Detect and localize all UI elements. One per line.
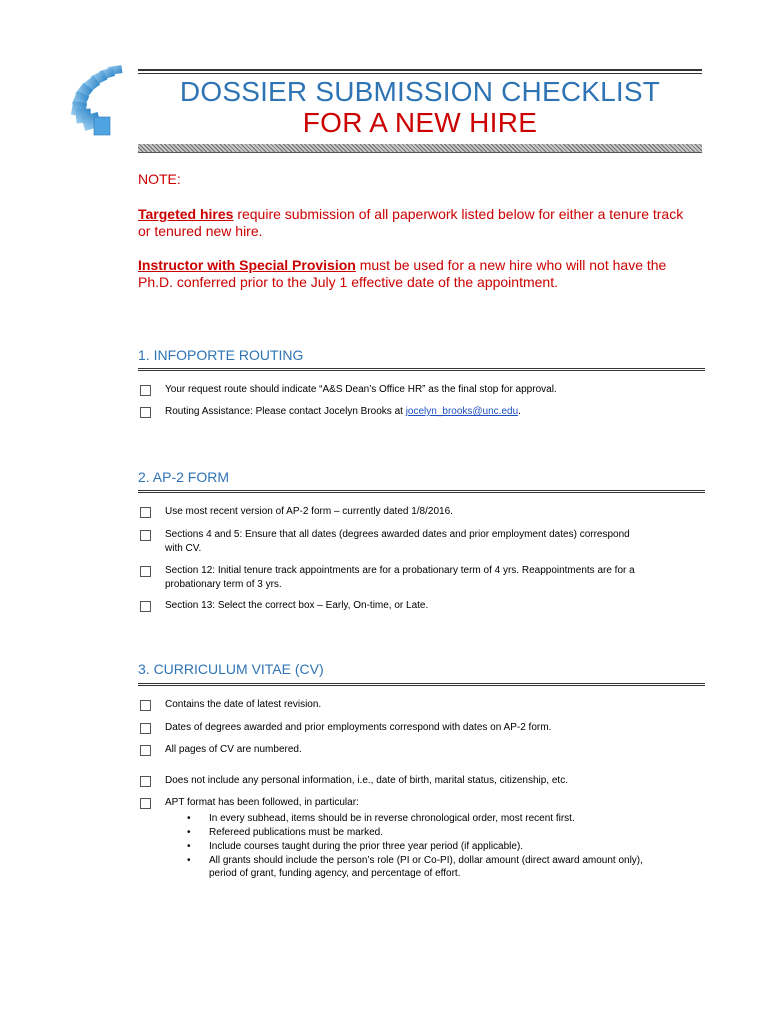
top-rule <box>138 69 702 71</box>
checkbox[interactable] <box>140 507 151 518</box>
checkbox[interactable] <box>140 776 151 787</box>
checkbox[interactable] <box>140 566 151 577</box>
checkbox[interactable] <box>140 798 151 809</box>
targeted-hires-term: Targeted hires <box>138 206 234 222</box>
checklist-item: Sections 4 and 5: Ensure that all dates (degrees awarded dates and prior employment dates) correspond with CV. <box>165 529 630 554</box>
checklist-item: Section 12: Initial tenure track appointments are for a probationary term of 4 yrs. Reappointments are for a probationary term of 3 yrs. <box>165 565 635 590</box>
top-rule-thin <box>138 73 702 74</box>
section-heading-cv: 3. CURRICULUM VITAE (CV) <box>138 661 324 677</box>
checklist-item: Use most recent version of AP-2 form – currently dated 1/8/2016. <box>165 506 453 517</box>
sub-bullet-item: Refereed publications must be marked. <box>209 827 383 838</box>
checklist-item: Contains the date of latest revision. <box>165 699 322 710</box>
routing-assistance-text: Routing Assistance: Please contact Jocelyn Brooks at <box>165 406 406 417</box>
checklist-item: All pages of CV are numbered. <box>165 744 302 755</box>
bullet-icon: • <box>187 841 191 852</box>
section-rule <box>138 490 705 491</box>
section-rule <box>138 685 705 686</box>
page-subtitle: FOR A NEW HIRE <box>302 107 538 138</box>
bullet-icon: • <box>187 813 191 824</box>
checkbox[interactable] <box>140 745 151 756</box>
checkbox[interactable] <box>140 700 151 711</box>
hatched-divider <box>138 144 702 153</box>
stacked-pages-logo-icon <box>64 64 134 138</box>
bullet-icon: • <box>187 855 191 866</box>
section-rule <box>138 370 705 371</box>
instructor-text: must be used for a new hire who will not have the Ph.D. conferred prior to the July 1 effective date of the appointment. <box>138 257 667 290</box>
section-rule <box>138 492 705 493</box>
email-link[interactable]: jocelyn_brooks@unc.edu <box>405 406 519 417</box>
email-suffix: . <box>518 406 521 417</box>
checklist-item: Section 13: Select the correct box – Early, On-time, or Late. <box>165 600 429 611</box>
checkbox[interactable] <box>140 601 151 612</box>
targeted-hires-text: require submission of all paperwork listed below for either a tenure track or tenured new hire. <box>138 206 684 239</box>
section-heading-infoporte: 1. INFOPORTE ROUTING <box>138 347 304 363</box>
checkbox[interactable] <box>140 530 151 541</box>
note-label: NOTE: <box>138 171 181 187</box>
checkbox[interactable] <box>140 407 151 418</box>
checklist-item: Your request route should indicate “A&S Dean’s Office HR” as the final stop for approval. <box>165 384 557 395</box>
instructor-term: Instructor with Special Provision <box>138 257 356 273</box>
section-heading-ap2: 2. AP-2 FORM <box>138 469 230 485</box>
note-paragraph-instructor <box>138 257 698 291</box>
checklist-item <box>165 405 665 419</box>
bullet-icon: • <box>187 827 191 838</box>
checkbox[interactable] <box>140 723 151 734</box>
note-paragraph-targeted <box>138 206 698 240</box>
checklist-item: APT format has been followed, in particular: <box>165 797 359 808</box>
page-title: DOSSIER SUBMISSION CHECKLIST <box>179 76 661 107</box>
section-rule <box>138 683 705 684</box>
section-rule <box>138 368 705 369</box>
sub-bullet-item: All grants should include the person’s role (PI or Co-PI), dollar amount (direct award amount only), period of grant, funding agency, and percentage of effort. <box>209 855 643 879</box>
sub-bullet-item: Include courses taught during the prior three year period (if applicable). <box>209 841 524 852</box>
checklist-item: Dates of degrees awarded and prior employments correspond with dates on AP-2 form. <box>165 722 552 733</box>
checklist-item: Does not include any personal information, i.e., date of birth, marital status, citizenship, etc. <box>165 775 568 786</box>
checkbox[interactable] <box>140 385 151 396</box>
sub-bullet-item: In every subhead, items should be in reverse chronological order, most recent first. <box>209 813 575 824</box>
